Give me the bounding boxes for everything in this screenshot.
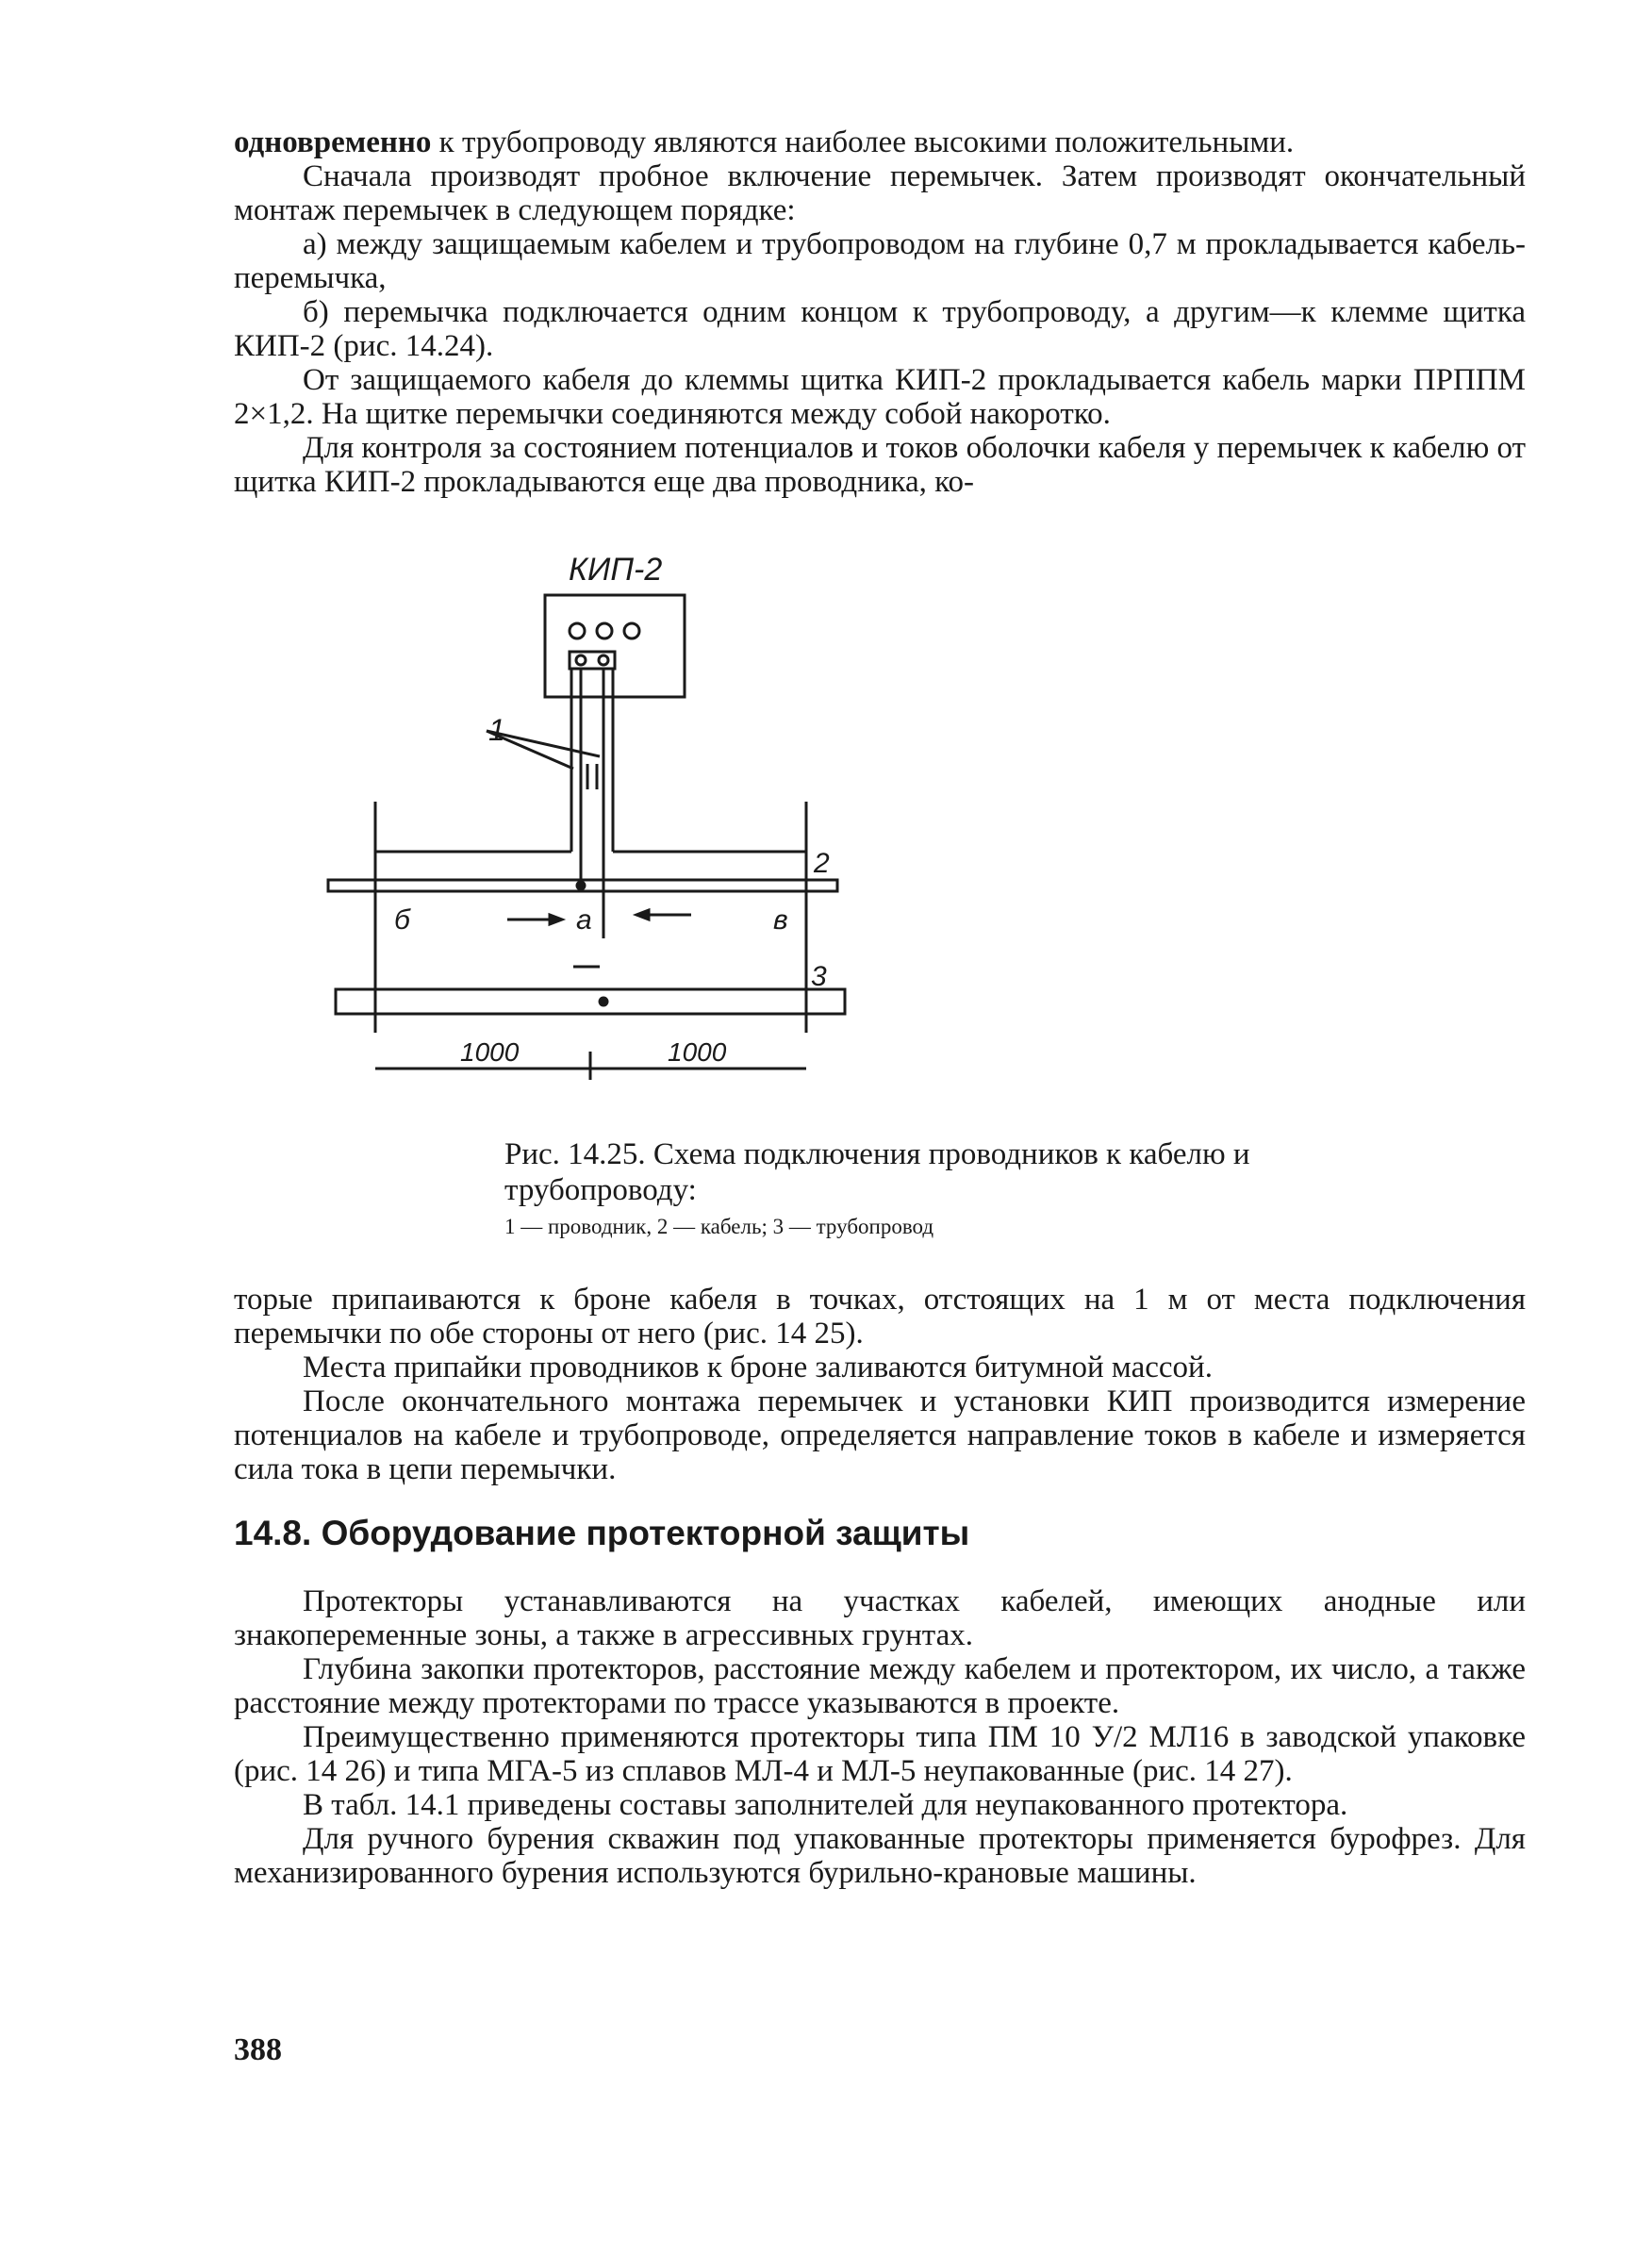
text-block-top [234, 125, 1526, 499]
figure-caption [504, 1136, 1315, 1240]
paragraph: Места припайки проводников к броне заливаются битумной массой. [303, 1351, 1213, 1384]
paragraph: Глубина закопки протекторов, расстояние между кабелем и протектором, их число, а также расстояние между протекторами по трассе указываются в проекте. [234, 1652, 1526, 1720]
paragraph-item-b: б) перемычка подключается одним концом к трубопроводу, а другим—к клемме щитка КИП-2 (рис. 14.24). [234, 295, 1526, 363]
text-block-middle [234, 1283, 1526, 1486]
point-v-label: в [773, 904, 788, 936]
paragraph: Сначала производят пробное включение перемычек. Затем производят окончательный монтаж перемычек в следующем порядке: [234, 159, 1526, 227]
page-number: 388 [234, 2032, 282, 2067]
paragraph: Для контроля за состоянием потенциалов и токов оболочки кабеля у перемычек к кабелю от щитка КИП-2 прокладываются еще два проводника, ко- [234, 431, 1526, 499]
paragraph-rest: к трубопроводу являются наиболее высокими положительными. [431, 125, 1295, 159]
caption-title: Рис. 14.25. Схема подключения проводников к кабелю и трубопроводу: [504, 1137, 1250, 1207]
point-a-label: а [576, 904, 592, 936]
section-heading: 14.8. Оборудование протекторной защиты [234, 1514, 970, 1552]
paragraph: В табл. 14.1 приведены составы заполнителей для неупакованного протектора. [303, 1788, 1348, 1822]
paragraph: Преимущественно применяются протекторы типа ПМ 10 У/2 МЛ16 в заводской упаковке (рис. 14 26) и типа МГА-5 из сплавов МЛ-4 и МЛ-5 неупакованные (рис. 14 27). [234, 1720, 1526, 1788]
paragraph: От защищаемого кабеля до клеммы щитка КИП-2 прокладывается кабель марки ПРППМ 2×1,2. На щитке перемычки соединяются между собой накоротко. [234, 363, 1526, 431]
bold-word: одновременно [234, 125, 432, 159]
paragraph: Протекторы устанавливаются на участках кабелей, имеющих анодные или знакопеременные зоны, а также в агрессивных грунтах. [234, 1584, 1526, 1652]
paragraph-item-a: а) между защищаемым кабелем и трубопроводом на глубине 0,7 м прокладывается кабель-перемычка, [234, 227, 1526, 295]
callout-1-label: 1 [488, 713, 505, 747]
callout-2-label: 2 [814, 848, 830, 879]
wiring-figure [394, 552, 1271, 1094]
paragraph: После окончательного монтажа перемычек и установки КИП производится измерение потенциалов на кабеле и трубопроводе, определяется направление токов в кабеле и измеряется сила тока в цепи перемычки. [234, 1384, 1526, 1486]
kip-box-label: КИП-2 [569, 552, 663, 588]
dimension-left-label: 1000 [460, 1037, 520, 1067]
callout-3-label: 3 [811, 961, 827, 992]
paragraph: торые припаиваются к броне кабеля в точках, отстоящих на 1 м от места подключения перемычки по обе стороны от него (рис. 14 25). [234, 1283, 1526, 1351]
paragraph [234, 125, 1526, 159]
caption-legend: 1 — проводник, 2 — кабель; 3 — трубопровод [504, 1215, 934, 1238]
text-block-bottom [234, 1584, 1526, 1890]
point-b-label: б [394, 904, 410, 936]
wiring-labels [394, 552, 1271, 1094]
dimension-right-label: 1000 [668, 1037, 727, 1067]
paragraph: Для ручного бурения скважин под упакованные протекторы применяется бурофрез. Для механизированного бурения используются бурильно-крановые машины. [234, 1822, 1526, 1890]
